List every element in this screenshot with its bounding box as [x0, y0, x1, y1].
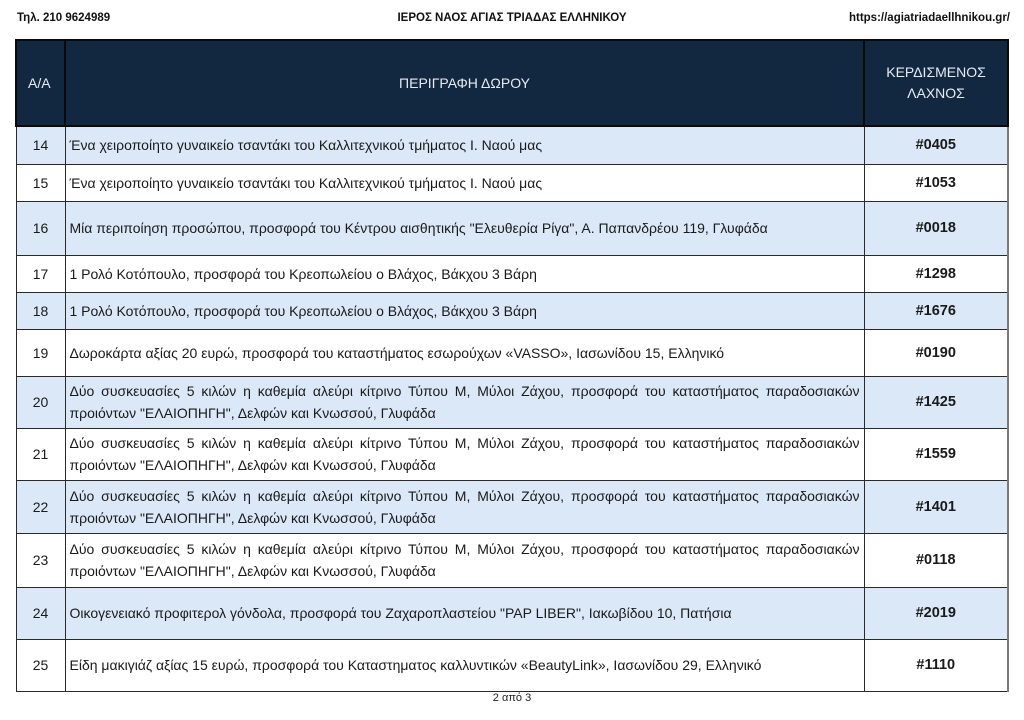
row-number: 20: [16, 376, 65, 428]
row-number: 22: [16, 480, 65, 533]
winning-ticket: #0405: [864, 126, 1008, 164]
row-number: 16: [16, 201, 65, 255]
row-number: 17: [16, 255, 65, 292]
column-header-winning-ticket: [864, 40, 1008, 126]
winning-ticket: #2019: [864, 587, 1008, 639]
website-link[interactable]: https://agiatriadaellhnikou.gr/: [848, 12, 1010, 24]
winning-ticket: #1425: [864, 376, 1008, 428]
winning-ticket: #0190: [864, 329, 1008, 376]
winning-ticket: #1110: [864, 639, 1008, 691]
prize-description: Μία περιποίηση προσώπου, προσφορά του Κέντρου αισθητικής "Ελευθερία Ρίγα", Α. Παπανδρέου 119, Γλυφάδα: [65, 201, 864, 255]
row-number: 21: [16, 428, 65, 480]
table-header-row: [16, 40, 1008, 126]
prize-description: Δωροκάρτα αξίας 20 ευρώ, προσφορά του καταστήματος εσωρούχων «VASSO», Ιασωνίδου 15, Ελληνικό: [65, 329, 864, 376]
table-row: [16, 639, 1008, 691]
winning-ticket: #0018: [864, 201, 1008, 255]
prize-results-table: [15, 39, 1009, 692]
column-header-description: ΠΕΡΙΓΡΑΦΗ ΔΩΡΟΥ: [65, 40, 864, 126]
prize-description: Δύο συσκευασίες 5 κιλών η καθεμία αλεύρι κίτρινο Τύπου Μ, Μύλοι Ζάχου, προσφορά του καταστήματος παραδοσιακών προιόντων "ΕΛΑΙΟΠΗΓΗ", Δελφών και Κνωσσού, Γλυφάδα: [65, 376, 864, 428]
table-row: [16, 480, 1008, 533]
document-title: ΙΕΡΟΣ ΝΑΟΣ ΑΓΙΑΣ ΤΡΙΑΔΑΣ ΕΛΛΗΝΙΚΟΥ: [397, 12, 627, 24]
table-row: [16, 329, 1008, 376]
table-row: [16, 428, 1008, 480]
table-row: [16, 164, 1008, 201]
row-number: 23: [16, 533, 65, 587]
prize-description: Ένα χειροποίητο γυναικείο τσαντάκι του Καλλιτεχνικού τμήματος Ι. Ναού μας: [65, 126, 864, 164]
prize-description: Δύο συσκευασίες 5 κιλών η καθεμία αλεύρι κίτρινο Τύπου Μ, Μύλοι Ζάχου, προσφορά του καταστήματος παραδοσιακών προιόντων "ΕΛΑΙΟΠΗΓΗ", Δελφών και Κνωσσού, Γλυφάδα: [65, 428, 864, 480]
table-row: [16, 255, 1008, 292]
row-number: 14: [16, 126, 65, 164]
prize-description: Δύο συσκευασίες 5 κιλών η καθεμία αλεύρι κίτρινο Τύπου Μ, Μύλοι Ζάχου, προσφορά του καταστήματος παραδοσιακών προιόντων "ΕΛΑΙΟΠΗΓΗ", Δελφών και Κνωσσού, Γλυφάδα: [65, 480, 864, 533]
row-number: 25: [16, 639, 65, 691]
prize-description: Οικογενειακό προφιτερολ γόνδολα, προσφορά του Ζαχαροπλαστείου "PAP LIBER", Ιακωβίδου 10, Πατήσια: [65, 587, 864, 639]
winning-ticket: #0118: [864, 533, 1008, 587]
column-header-ticket-line1: ΚΕΡΔΙΣΜΕΝΟΣ: [886, 64, 986, 80]
winning-ticket: #1559: [864, 428, 1008, 480]
phone-number: Τηλ. 210 9624989: [17, 12, 111, 24]
row-number: 19: [16, 329, 65, 376]
prize-description: Ένα χειροποίητο γυναικείο τσαντάκι του Καλλιτεχνικού τμήματος Ι. Ναού μας: [65, 164, 864, 201]
table-row: [16, 376, 1008, 428]
table-row: [16, 126, 1008, 164]
column-header-aa: Α/Α: [16, 40, 65, 126]
page-indicator: 2 από 3: [492, 692, 532, 704]
column-header-ticket-line2: ΛΑΧΝΟΣ: [907, 85, 965, 101]
winning-ticket: #1676: [864, 292, 1008, 329]
page-header: [0, 12, 1024, 28]
prize-description: 1 Ρολό Κοτόπουλο, προσφορά του Κρεοπωλείου ο Βλάχος, Βάκχου 3 Βάρη: [65, 255, 864, 292]
table-row: [16, 292, 1008, 329]
row-number: 24: [16, 587, 65, 639]
table-row: [16, 587, 1008, 639]
row-number: 18: [16, 292, 65, 329]
winning-ticket: #1298: [864, 255, 1008, 292]
winning-ticket: #1053: [864, 164, 1008, 201]
table-row: [16, 201, 1008, 255]
winning-ticket: #1401: [864, 480, 1008, 533]
prize-description: Είδη μακιγιάζ αξίας 15 ευρώ, προσφορά του Καταστηματος καλλυντικών «BeautyLink», Ιασωνίδου 29, Ελληνικό: [65, 639, 864, 691]
row-number: 15: [16, 164, 65, 201]
prize-description: 1 Ρολό Κοτόπουλο, προσφορά του Κρεοπωλείου ο Βλάχος, Βάκχου 3 Βάρη: [65, 292, 864, 329]
table-row: [16, 533, 1008, 587]
prize-description: Δύο συσκευασίες 5 κιλών η καθεμία αλεύρι κίτρινο Τύπου Μ, Μύλοι Ζάχου, προσφορά του καταστήματος παραδοσιακών προιόντων "ΕΛΑΙΟΠΗΓΗ", Δελφών και Κνωσσού, Γλυφάδα: [65, 533, 864, 587]
